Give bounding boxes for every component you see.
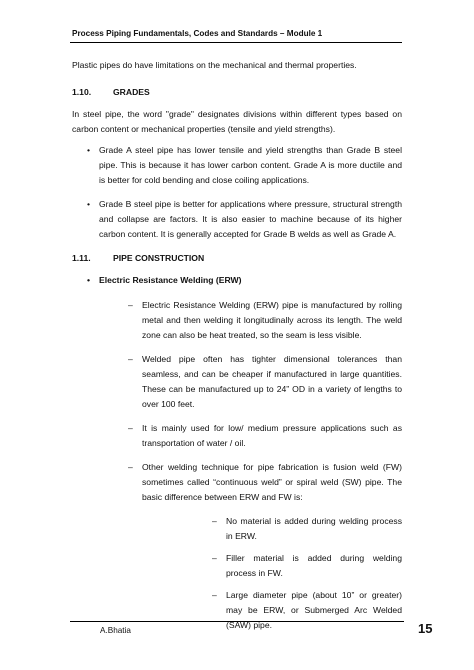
list-item — [142, 551, 402, 581]
section-title: GRADES — [113, 87, 150, 97]
dash-icon: – — [212, 553, 217, 563]
dash-icon: – — [212, 516, 217, 526]
list-item-text: Electric Resistance Welding (ERW) pipe is manufactured by rolling metal and then welding it longitudinally across its length. The weld zone can also be heat treated, so the seam is less visible. — [142, 300, 402, 340]
header-divider — [70, 42, 402, 43]
list-item-text: Other welding technique for pipe fabrication is fusion weld (FW) sometimes called “continuous weld” or spiral weld (SW) pipe. The basic difference between ERW and FW is: — [142, 462, 402, 502]
footer-author: A.Bhatia — [100, 626, 131, 635]
intro-paragraph: Plastic pipes do have limitations on the mechanical and thermal properties. — [72, 60, 357, 70]
list-item-text: Grade A steel pipe has lower tensile and yield strengths than Grade B steel pipe. This is because it has lower carbon content. Grade A is more ductile and is better for cold bending and close coiling applications. — [99, 145, 402, 185]
dash-icon: – — [212, 590, 217, 600]
list-item-text: Filler material is added during welding process in FW. — [226, 553, 402, 578]
dash-icon: – — [128, 300, 133, 310]
section-heading-grades — [72, 85, 402, 100]
erw-fw-difference-list — [142, 514, 402, 633]
list-item — [72, 298, 402, 343]
section-title: PIPE CONSTRUCTION — [113, 253, 205, 263]
section-number: 1.10. — [72, 87, 92, 97]
erw-dash-list — [72, 298, 402, 633]
grades-paragraph: In steel pipe, the word "grade" designates divisions within different types based on carbon content or mechanical properties (tensile and yield strengths). — [72, 109, 402, 134]
grades-bullet-list — [72, 143, 402, 242]
list-item — [72, 460, 402, 633]
bullet-icon: • — [87, 275, 91, 285]
list-item-text: Grade B steel pipe is better for applications where pressure, structural strength and collapse are factors. It is also easier to machine because of its higher carbon content. It is generally accepted for Grade B welds as well as Grade A. — [99, 199, 402, 239]
bullet-icon: • — [87, 199, 91, 209]
list-item — [142, 588, 402, 633]
page-header-title: Process Piping Fundamentals, Codes and Standards – Module 1 — [72, 29, 323, 38]
footer-divider — [70, 621, 404, 622]
list-item — [72, 352, 402, 412]
erw-heading-text: Electric Resistance Welding (ERW) — [99, 275, 242, 285]
list-item — [72, 143, 402, 188]
list-item — [142, 514, 402, 544]
document-body — [72, 58, 402, 642]
section-heading-pipe-construction — [72, 251, 402, 266]
dash-icon: – — [128, 354, 133, 364]
dash-icon: – — [128, 423, 133, 433]
page-number: 15 — [418, 621, 433, 636]
list-item-text: Large diameter pipe (about 10” or greater) may be ERW, or Submerged Arc Welded (SAW) pipe. — [226, 590, 402, 630]
dash-icon: – — [128, 462, 133, 472]
bullet-icon: • — [87, 145, 91, 155]
section-number: 1.11. — [72, 253, 91, 263]
list-item-text: It is mainly used for low/ medium pressure applications such as transportation of water / oil. — [142, 423, 402, 448]
list-item-text: No material is added during welding process in ERW. — [226, 516, 402, 541]
erw-bullet-heading — [72, 273, 402, 288]
list-item — [72, 421, 402, 451]
list-item — [72, 197, 402, 242]
list-item-text: Welded pipe often has tighter dimensional tolerances than seamless, and can be cheaper if manufactured in large quantities. These can be manufactured up to 24” OD in a variety of lengths to over 100 feet. — [142, 354, 402, 409]
